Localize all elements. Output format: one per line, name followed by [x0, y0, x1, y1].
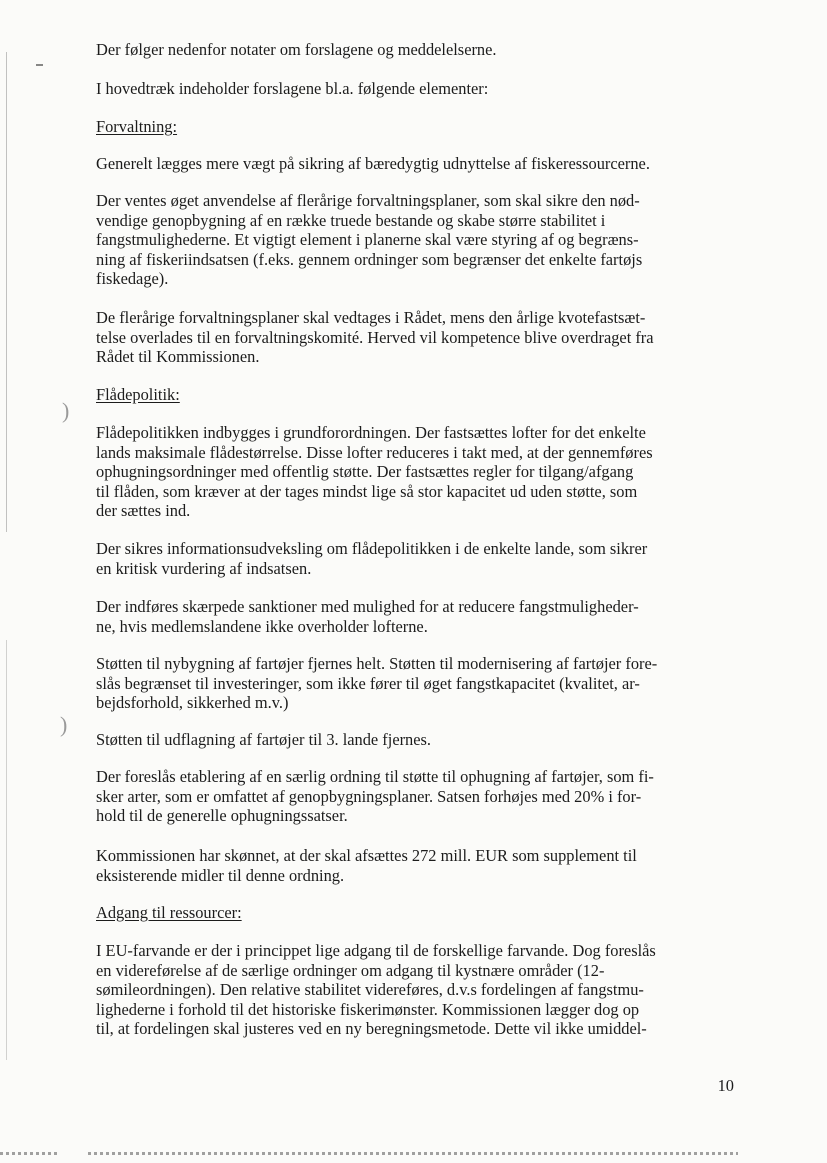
scan-paren-mark-upper: )	[62, 398, 70, 423]
paragraph: Flådepolitikken indbygges i grundforordningen. Der fastsættes lofter for det enkelte lands maksimale flådestørrelse. Disse lofter reduceres i takt med, at der gennemføres ophugningsordninger med offentlig støtte. Der fastsættes regler for tilgang/afgang til flåden, som kræver at der tages mindst lige så stor kapacitet ud uden støtte, som der sættes ind.	[96, 423, 653, 521]
paragraph: Der foreslås etablering af en særlig ordning til støtte til ophugning af fartøjer, som fi- sker arter, som er omfattet af genopbygningsplaner. Satsen forhøjes med 20% i for- hold til de generelle ophugningssatser.	[96, 767, 654, 826]
paragraph: Kommissionen har skønnet, at der skal afsættes 272 mill. EUR som supplement til eksisterende midler til denne ordning.	[96, 846, 637, 885]
paragraph: Der indføres skærpede sanktioner med mulighed for at reducere fangstmuligheder- ne, hvis medlemslandene ikke overholder lofterne.	[96, 597, 639, 636]
section-heading-adgang: Adgang til ressourcer:	[96, 903, 242, 922]
paragraph: De flerårige forvaltningsplaner skal vedtages i Rådet, mens den årlige kvotefastsæt- telse overlades til en forvaltningskomité. Herved vil kompetence blive overdraget fra Rådet til Kommissionen.	[96, 308, 654, 367]
paragraph: Generelt lægges mere vægt på sikring af bæredygtig udnyttelse af fiskeressourcerne.	[96, 154, 650, 173]
section-heading-fladepolitik: Flådepolitik:	[96, 385, 180, 404]
page-number: 10	[717, 1076, 734, 1095]
paragraph: Støtten til udflagning af fartøjer til 3. lande fjernes.	[96, 730, 431, 749]
scan-edge-line-upper	[6, 52, 7, 532]
section-heading-forvaltning: Forvaltning:	[96, 117, 178, 136]
paragraph: Der ventes øget anvendelse af flerårige forvaltningsplaner, som skal sikre den nød- vendige genopbygning af en række truede bestande og skabe større stabilitet i fangstmulighederne. Et vigtigt element i planerne skal være styring af og begræns- ning af fiskeriindsatsen (f.eks. gennem ordninger som begrænser det enkelte fartøjs fiskedage).	[96, 191, 643, 289]
paragraph: Der sikres informationsudveksling om flådepolitikken i de enkelte lande, som sikrer en kritisk vurdering af indsatsen.	[96, 539, 648, 578]
paragraph: Støtten til nybygning af fartøjer fjernes helt. Støtten til modernisering af fartøjer fore- slås begrænset til investeringer, som ikke fører til øget fangstkapacitet (kvalitet, ar- bejdsforhold, sikkerhed m.v.)	[96, 654, 658, 713]
scan-dash-mark	[36, 64, 43, 66]
scan-edge-line-lower	[6, 640, 7, 1060]
paragraph: Der følger nedenfor notater om forslagene og meddelelserne.	[96, 40, 497, 59]
scan-paren-mark-lower: )	[60, 712, 68, 737]
scan-bottom-edge-right	[88, 1152, 738, 1155]
paragraph: I hovedtræk indeholder forslagene bl.a. følgende elementer:	[96, 79, 489, 98]
paragraph: I EU-farvande er der i princippet lige adgang til de forskellige farvande. Dog foreslås en videreførelse af de særlige ordninger om adgang til kystnære områder (12- sømileordningen). Den relative stabilitet videreføres, d.v.s fordelingen af fangstmu- lighederne i forhold til det historiske fiskerimønster. Kommissionen lægger dog op til, at fordelingen skal justeres ved en ny beregningsmetode. Dette vil ikke umiddel-	[96, 941, 656, 1039]
scan-bottom-edge-left	[0, 1152, 60, 1155]
